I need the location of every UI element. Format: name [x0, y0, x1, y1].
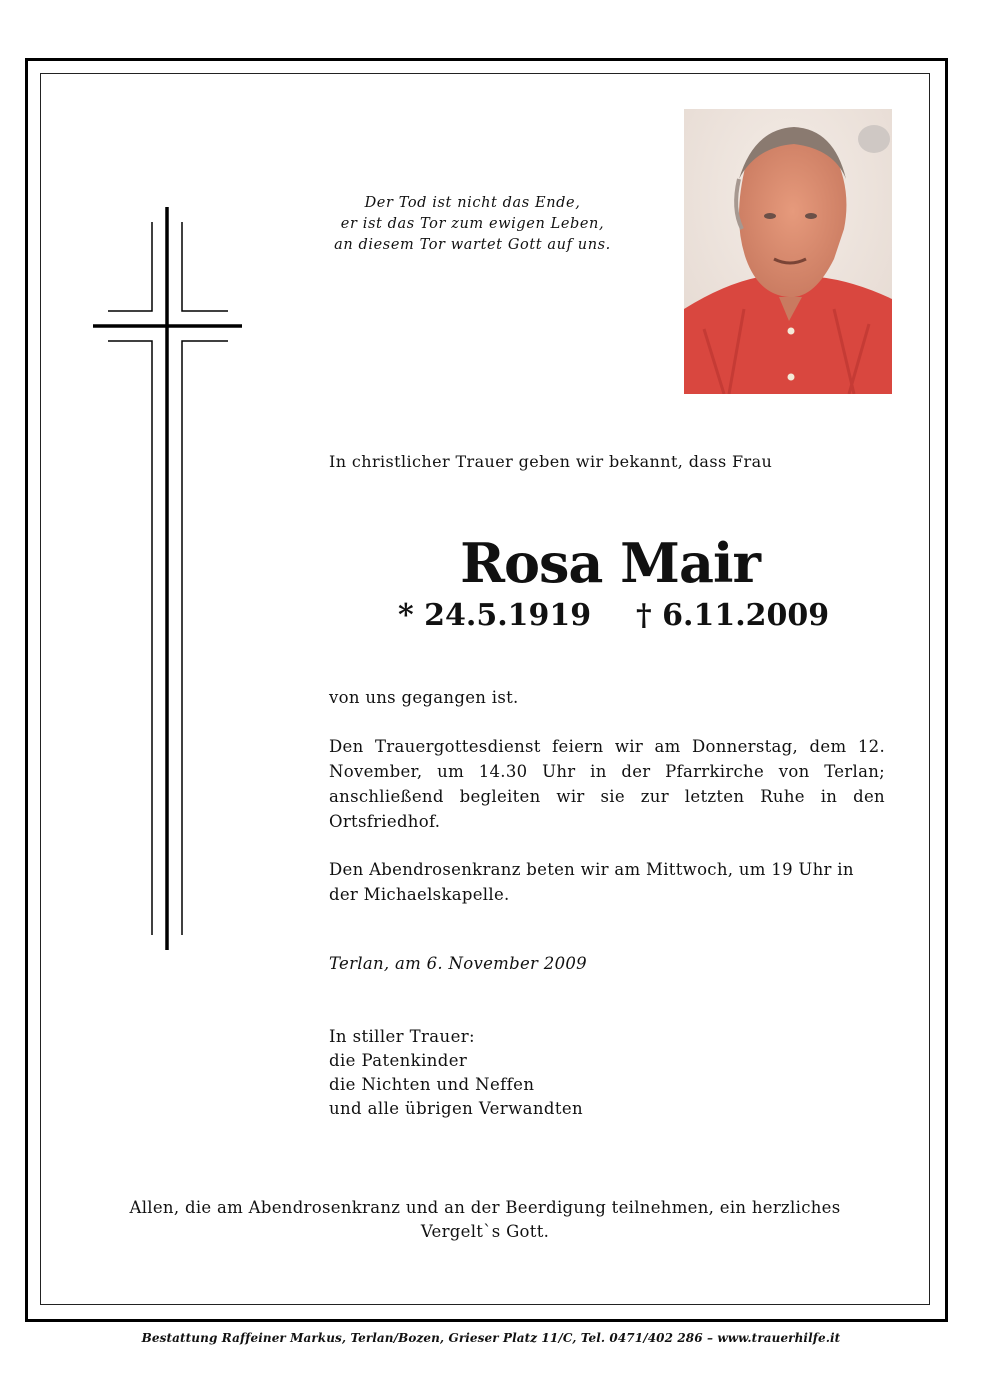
- thanks-line: Vergelt`s Gott.: [420, 1222, 550, 1241]
- life-dates: [398, 598, 829, 633]
- cross-outline-top-left: [108, 222, 152, 311]
- memorial-quote: [300, 193, 645, 256]
- funeral-home-footer: Bestattung Raffeiner Markus, Terlan/Bozen, Grieser Platz 11/C, Tel. 0471/402 286 – www.trauerhilfe.it: [141, 1331, 841, 1345]
- thanks-note: [60, 1196, 910, 1244]
- quote-line: er ist das Tor zum ewigen Leben,: [340, 216, 605, 232]
- place-and-date: Terlan, am 6. November 2009: [329, 954, 587, 973]
- cross-outline-bottom-right: [182, 341, 228, 935]
- mourner-entry: die Nichten und Neffen: [329, 1075, 535, 1094]
- rosary-paragraph: Den Abendrosenkranz beten wir am Mittwoch, um 19 Uhr in der Michaelskapelle.: [329, 860, 854, 904]
- deceased-name: Rosa Mair: [460, 531, 760, 595]
- mourners-heading: In stiller Trauer:: [329, 1027, 475, 1046]
- passing-text: von uns gegangen ist.: [329, 688, 519, 707]
- mourners-list: [329, 1025, 583, 1121]
- cross-outline-top-right: [182, 222, 228, 311]
- portrait-photo: [684, 109, 892, 394]
- mourner-entry: die Patenkinder: [329, 1051, 468, 1070]
- quote-line: an diesem Tor wartet Gott auf uns.: [334, 237, 611, 253]
- quote-line: Der Tod ist nicht das Ende,: [364, 195, 581, 211]
- intro-text: In christlicher Trauer geben wir bekannt, dass Frau: [329, 452, 773, 471]
- cross-outline-bottom-left: [108, 341, 152, 935]
- funeral-service-paragraph: Den Trauergottesdienst feiern wir am Donnerstag, dem 12. November, um 14.30 Uhr in der Pfarrkirche von Terlan; anschließend begleiten wir sie zur letzten Ruhe in den Ortsfriedhof.: [329, 737, 885, 831]
- thanks-line: Allen, die am Abendrosenkranz und an der Beerdigung teilnehmen, ein herzliches: [129, 1198, 841, 1217]
- birth-date: * 24.5.1919: [398, 598, 592, 633]
- death-date: † 6.11.2009: [636, 598, 830, 633]
- mourner-entry: und alle übrigen Verwandten: [329, 1099, 584, 1118]
